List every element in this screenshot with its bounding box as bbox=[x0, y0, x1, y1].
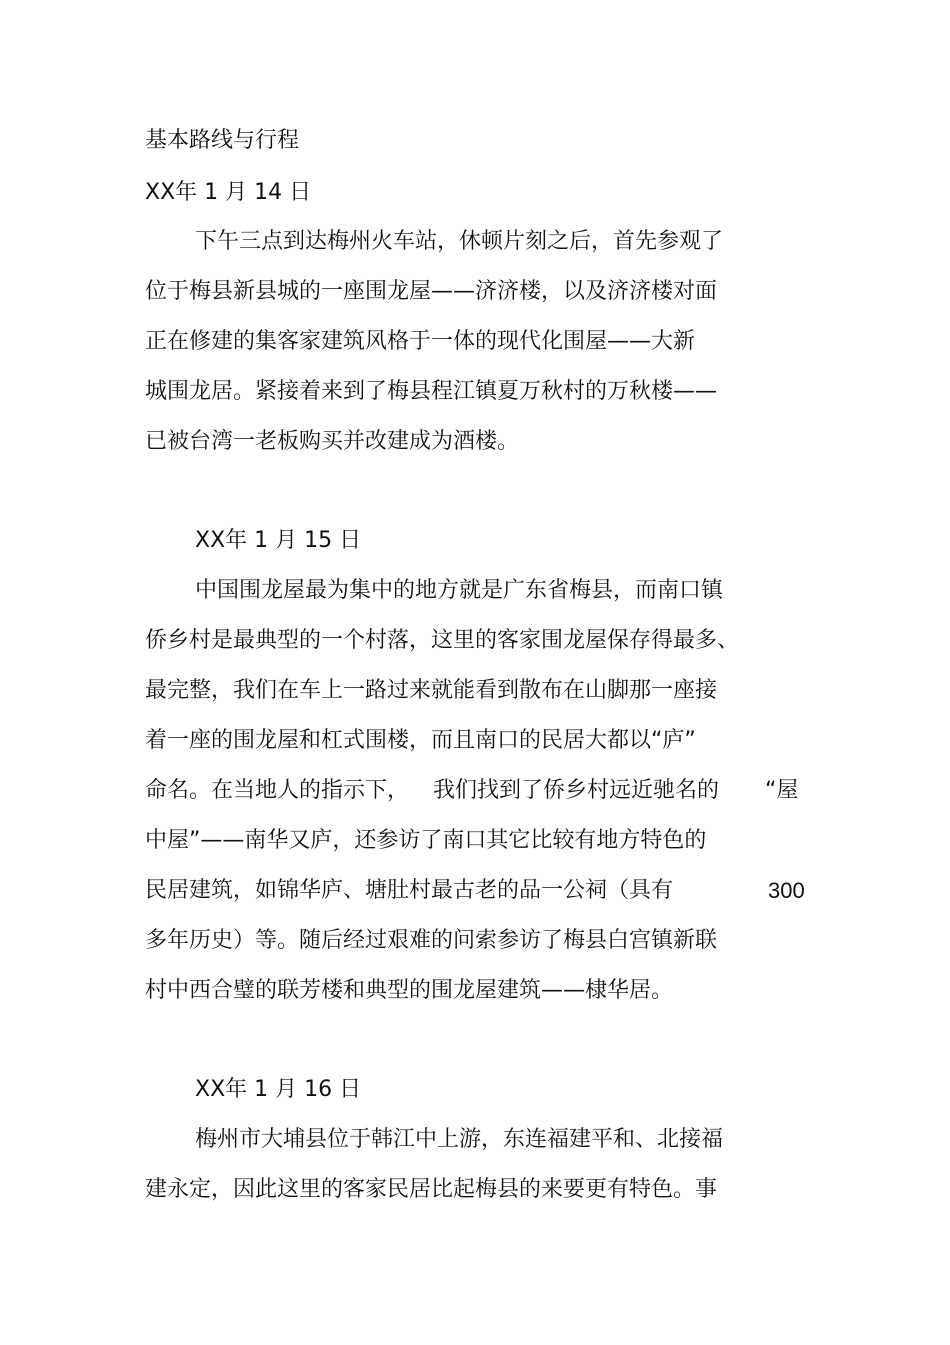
date-heading-day1: XX年 1 月 14 日 bbox=[145, 180, 312, 205]
paragraph-line: 正在修建的集客家建筑风格于一体的现代化围屋——大新 bbox=[145, 329, 696, 354]
paragraph-line: 下午三点到达梅州火车站，休顿片刻之后，首先参观了 bbox=[195, 229, 724, 254]
paragraph-line: 侨乡村是最典型的一个村落，这里的客家围龙屋保存得最多、 bbox=[145, 628, 740, 653]
paragraph-line-number: 300 bbox=[768, 878, 805, 903]
paragraph-line: 中国围龙屋最为集中的地方就是广东省梅县，而南口镇 bbox=[195, 578, 724, 603]
paragraph-line: 已被台湾一老板购买并改建成为酒楼。 bbox=[145, 429, 520, 454]
document-title: 基本路线与行程 bbox=[145, 128, 300, 153]
paragraph-line: 位于梅县新县城的一座围龙屋——济济楼，以及济济楼对面 bbox=[145, 279, 718, 304]
paragraph-line: 多年历史）等。随后经过艰难的问索参访了梅县白宫镇新联 bbox=[145, 928, 718, 953]
paragraph-line: 城围龙居。紧接着来到了梅县程江镇夏万秋村的万秋楼—— bbox=[145, 379, 718, 404]
paragraph-line: 建永定，因此这里的客家民居比起梅县的来要更有特色。事 bbox=[145, 1177, 718, 1202]
paragraph-line-segment: “屋 bbox=[765, 778, 799, 803]
date-heading-day3: XX年 1 月 16 日 bbox=[195, 1077, 362, 1102]
paragraph-line: 中屋”——南华又庐，还参访了南口其它比较有地方特色的 bbox=[145, 828, 707, 853]
paragraph-line-segment: 我们找到了侨乡村远近驰名的 bbox=[433, 778, 720, 803]
paragraph-line: 梅州市大埔县位于韩江中上游，东连福建平和、北接福 bbox=[195, 1127, 724, 1152]
paragraph-line: 民居建筑，如锦华庐、塘肚村最古老的品一公祠（具有 bbox=[145, 878, 674, 903]
paragraph-line: 命名。在当地人的指示下， bbox=[145, 778, 410, 803]
paragraph-line: 着一座的围龙屋和杠式围楼，而且南口的民居大都以“庐” bbox=[145, 728, 696, 753]
date-heading-day2: XX年 1 月 15 日 bbox=[195, 528, 362, 553]
paragraph-line: 村中西合璧的联芳楼和典型的围龙屋建筑——棣华居。 bbox=[145, 978, 674, 1003]
paragraph-line: 最完整，我们在车上一路过来就能看到散布在山脚那一座接 bbox=[145, 678, 718, 703]
